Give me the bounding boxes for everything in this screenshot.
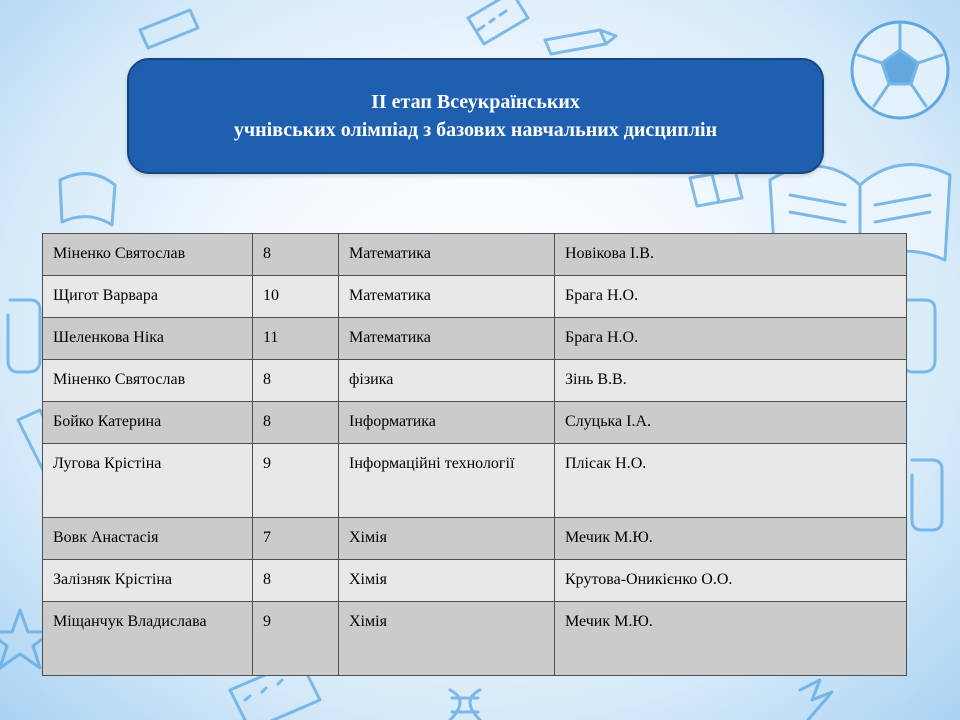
- subject-cell: Хімія: [339, 518, 555, 560]
- student-name-cell: Щигот Варвара: [43, 276, 253, 318]
- ruler-icon: [468, 0, 528, 44]
- grade-cell: 8: [253, 360, 339, 402]
- pencil-icon: [545, 30, 616, 54]
- ruler-icon: [140, 10, 198, 48]
- table-row: [43, 234, 907, 276]
- subject-cell: Хімія: [339, 560, 555, 602]
- student-name-cell: Міненко Святослав: [43, 234, 253, 276]
- grade-cell: 8: [253, 560, 339, 602]
- student-name-cell: Міщанчук Владислава: [43, 602, 253, 676]
- table-row: [43, 402, 907, 444]
- table-row: [43, 602, 907, 676]
- teacher-cell: Слуцька І.А.: [555, 402, 907, 444]
- student-name-cell: Лугова Крістіна: [43, 444, 253, 518]
- grade-cell: 8: [253, 402, 339, 444]
- student-name-cell: Шеленкова Ніка: [43, 318, 253, 360]
- subject-cell: Математика: [339, 234, 555, 276]
- teacher-cell: Зінь В.В.: [555, 360, 907, 402]
- teacher-cell: Мечик М.Ю.: [555, 518, 907, 560]
- grade-cell: 8: [253, 234, 339, 276]
- student-name-cell: Вовк Анастасія: [43, 518, 253, 560]
- book-icon: [60, 174, 115, 225]
- title-line-1: ІІ етап Всеукраїнських: [371, 91, 580, 113]
- teacher-cell: Брага Н.О.: [555, 276, 907, 318]
- paper-clip-icon: [912, 460, 942, 530]
- subject-cell: Хімія: [339, 602, 555, 676]
- dna-icon: [450, 690, 480, 720]
- student-name-cell: Бойко Катерина: [43, 402, 253, 444]
- subject-cell: Математика: [339, 276, 555, 318]
- title-banner: [127, 58, 824, 174]
- paper-clip-icon: [8, 300, 40, 372]
- teacher-cell: Плісак Н.О.: [555, 444, 907, 518]
- grade-cell: 7: [253, 518, 339, 560]
- grade-cell: 11: [253, 318, 339, 360]
- grade-cell: 9: [253, 602, 339, 676]
- table-row: [43, 276, 907, 318]
- title-line-2: учнівських олімпіад з базових навчальних дисциплін: [233, 119, 718, 141]
- subject-cell: Інформаційні технології: [339, 444, 555, 518]
- table-row: [43, 518, 907, 560]
- olympiad-results-table: [42, 233, 907, 676]
- subject-cell: фізика: [339, 360, 555, 402]
- student-name-cell: Міненко Святослав: [43, 360, 253, 402]
- subject-cell: Математика: [339, 318, 555, 360]
- table-row: [43, 560, 907, 602]
- grade-cell: 9: [253, 444, 339, 518]
- soccer-ball-icon: [852, 22, 948, 118]
- table-row: [43, 444, 907, 518]
- lightning-icon: [800, 680, 832, 720]
- eraser-icon: [690, 170, 742, 206]
- grade-cell: 10: [253, 276, 339, 318]
- teacher-cell: Брага Н.О.: [555, 318, 907, 360]
- paper-clip-icon: [903, 300, 935, 372]
- table-row: [43, 318, 907, 360]
- subject-cell: Інформатика: [339, 402, 555, 444]
- teacher-cell: Мечик М.Ю.: [555, 602, 907, 676]
- student-name-cell: Залізняк Крістіна: [43, 560, 253, 602]
- teacher-cell: Крутова-Оникієнко О.О.: [555, 560, 907, 602]
- teacher-cell: Новікова І.В.: [555, 234, 907, 276]
- table-row: [43, 360, 907, 402]
